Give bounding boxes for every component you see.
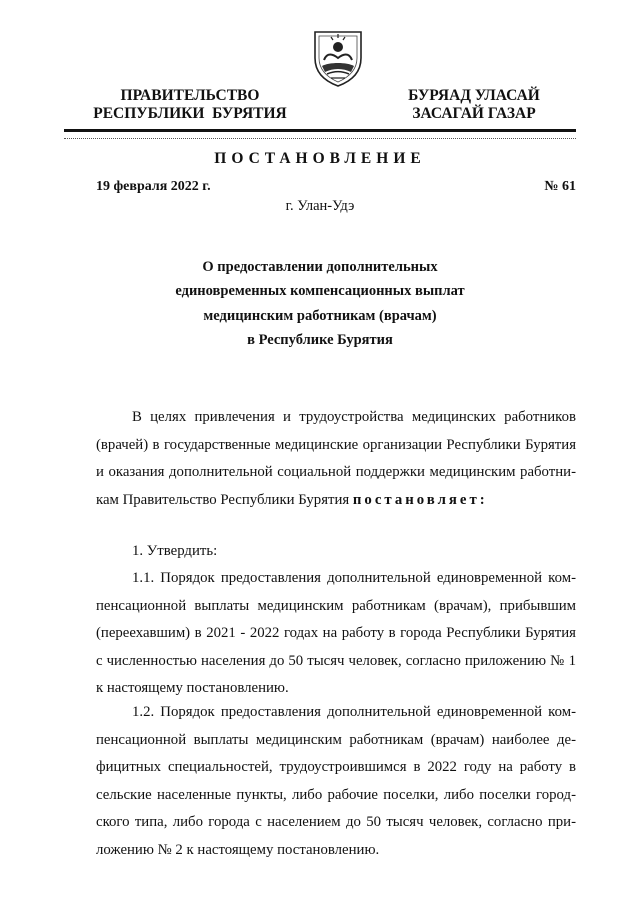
document-city: г. Улан-Удэ [285,198,355,214]
header-right-line1: БУРЯАД УЛАСАЙ [408,87,540,104]
header-left-line2: РЕСПУБЛИКИ БУРЯТИЯ [93,105,287,122]
header-divider-dotted [64,138,576,139]
subject-line: в Республике Бурятия [247,331,393,348]
preamble-text: В целях привлечения и трудоустройства медицинских работников (врачей) в государственные медицинские организации Республики Бурятия и оказания дополнительной социальной поддержки медицинским работникам Правительство Республики Бурятия [96,409,576,508]
item-1 [96,538,576,566]
subject-line: О предоставлении дополнительных [202,259,438,275]
coat-of-arms-icon [307,28,369,88]
subject-line: медицинским работникам (врачам) [203,307,437,324]
item-1-text: 1. Утвердить: [132,543,218,559]
preamble-paragraph [96,404,576,514]
item-1-2 [96,699,576,864]
item-1-2-text: 1.2. Порядок предоставления дополнительной единовременной компенсационной выплаты медицинским работникам (врачам) наиболее дефицитных специальностей, трудоустроившимся в 2022 году на работу в сельские населенные пункты, либо рабочие поселки, либо поселки городского типа, либо города с населением до 50 тысяч человек, согласно приложению № 2 к настоящему постановлению. [96,704,576,858]
document-number: № 61 [544,179,576,194]
preamble-emphasis: постановляет: [352,491,488,508]
header-right-line2: ЗАСАГАЙ ГАЗАР [412,105,536,122]
item-1-1-text: 1.1. Порядок предоставления дополнительной единовременной компенсационной выплаты медицинским работникам (врачам), прибывшим (переехавшим) в 2021 - 2022 годах на работу в города Республики Бурятия с численностью населения до 50 тысяч человек, согласно приложению № 1 к настоящему постановлению. [96,570,576,696]
document-subject [160,255,480,352]
document-type-title: ПОСТАНОВЛЕНИЕ [214,150,426,167]
item-1-1 [96,565,576,703]
header-right [374,87,574,123]
document-date: 19 февраля 2022 г. [96,179,211,194]
subject-line: единовременных компенсационных выплат [175,283,465,300]
header-divider-thick [64,129,576,132]
header-left-line1: ПРАВИТЕЛЬСТВО [120,87,260,104]
header-left [80,87,300,123]
